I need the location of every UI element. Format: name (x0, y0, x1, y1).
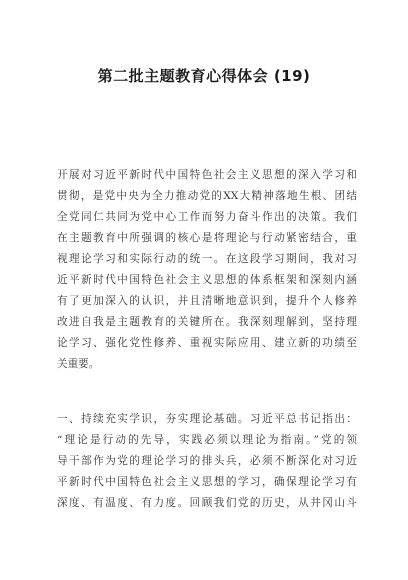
paragraph-line: 一、持续充实学识，夯实理论基础。习近平总书记指出： (57, 413, 357, 425)
paragraph-line: 贯彻，是党中央为全力推动党的XX大精神落地生根、团结 (57, 190, 357, 202)
paragraph-line: 近平新时代中国特色社会主义思想的体系框架和深刻内涵 (57, 274, 357, 286)
paragraph-line: 导干部作为党的理论学习的排头兵，必须不断深化对习近 (57, 455, 357, 467)
paragraph-line: 在主题教育中所强调的核心是将理论与行动紧密结合，重 (57, 232, 357, 244)
paragraph-line: 深度、有温度、有力度。回顾我们党的历史，从井冈山斗 (57, 497, 357, 509)
paragraph-line: 关重要。 (57, 358, 100, 370)
paragraph-line: 开展对习近平新时代中国特色社会主义思想的深入学习和 (57, 169, 357, 181)
document-title: 第二批主题教育心得体会 (19) (97, 67, 311, 85)
paragraph-line: 视理论学习和实际行动的统一。在这段学习期间，我对习 (57, 253, 357, 265)
paragraph-line: “理论是行动的先导，实践必须以理论为指南。”党的领 (57, 434, 357, 446)
paragraph-section-one (57, 409, 357, 514)
paragraph-line: 平新时代中国特色社会主义思想的学习，确保理论学习有 (57, 476, 357, 488)
paragraph-line: 论学习、强化党性修养、重视实际应用、建立新的功绩至 (57, 337, 357, 349)
paragraph-line: 全党同仁共同为党中心工作而努力奋斗作出的决策。我们 (57, 211, 357, 223)
paragraph-intro (57, 165, 357, 375)
paragraph-line: 改进自我是主题教育的关键所在。我深刻理解到，坚持理 (57, 316, 357, 328)
paragraph-line: 有了更加深入的认识，并且清晰地意识到，提升个人修养 (57, 295, 357, 307)
